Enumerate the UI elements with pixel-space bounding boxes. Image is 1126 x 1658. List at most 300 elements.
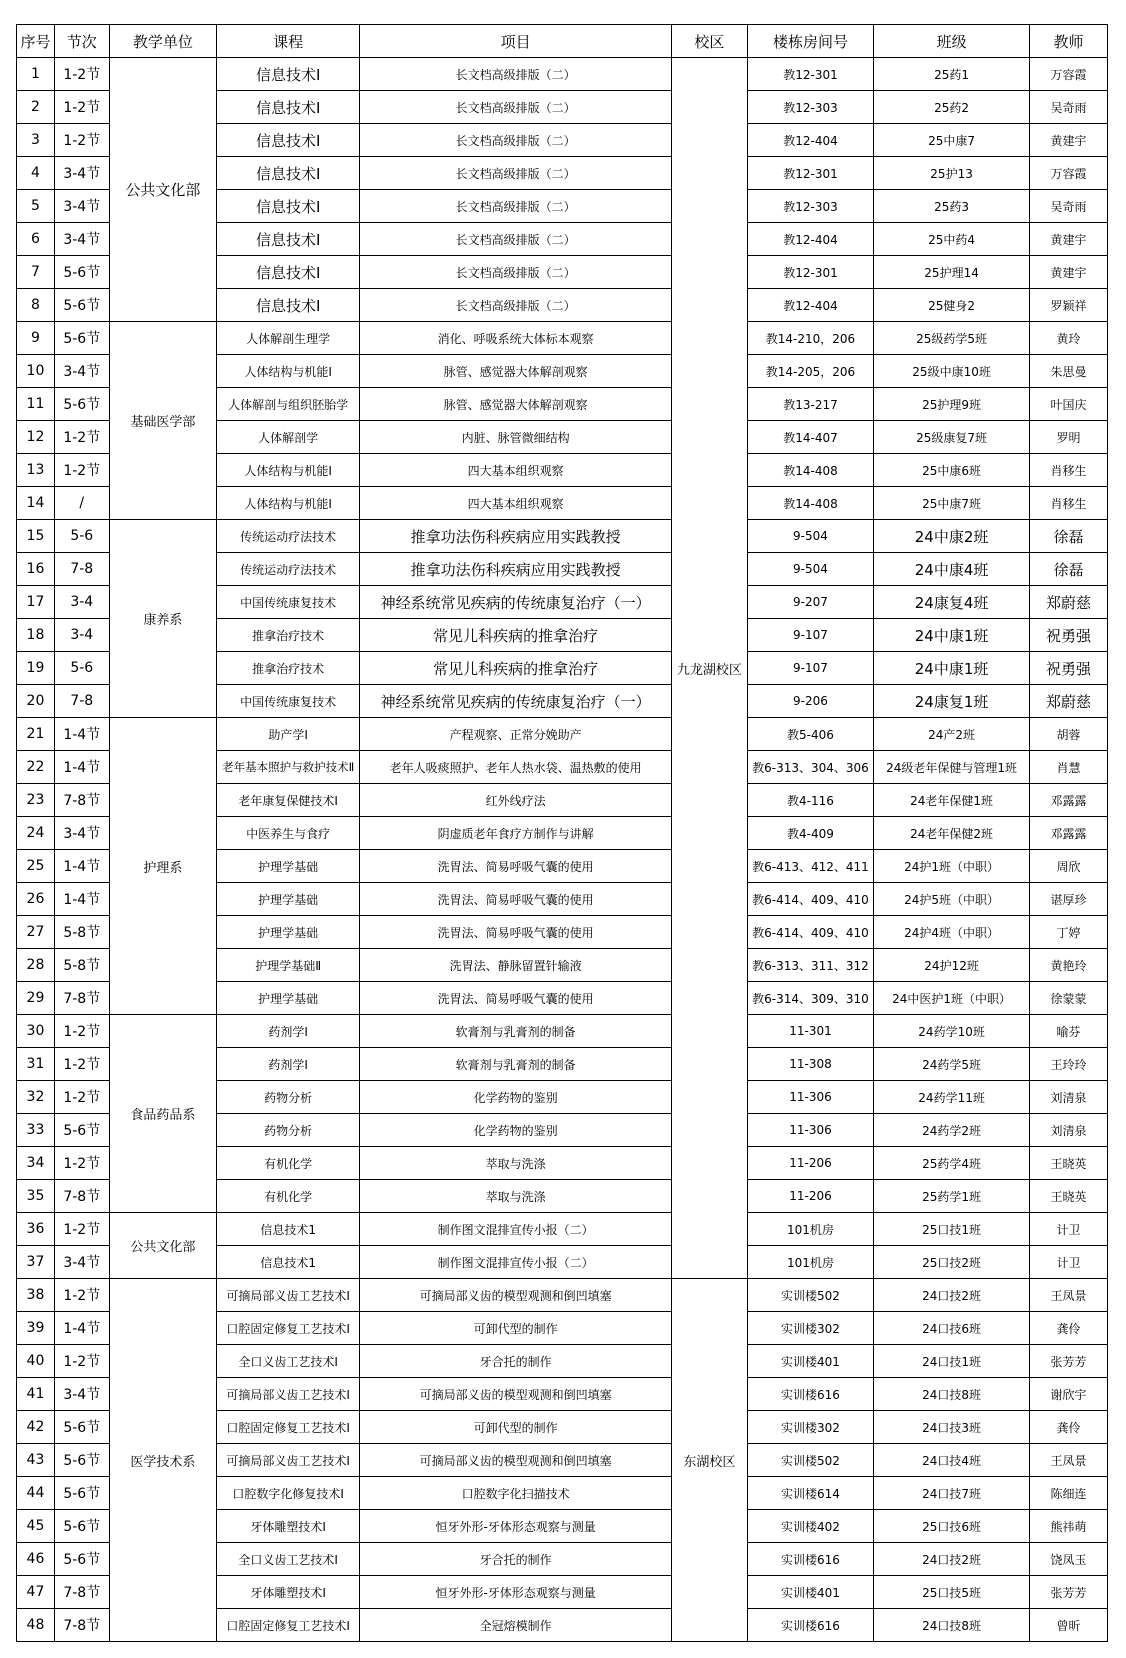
row-teacher: 郑蔚慈 <box>1030 685 1108 718</box>
row-course: 全口义齿工艺技术Ⅰ <box>217 1345 360 1378</box>
row-project: 老年人吸痰照护、老年人热水袋、温热敷的使用 <box>360 751 672 784</box>
row-room: 101机房 <box>747 1213 873 1246</box>
row-project: 全冠熔模制作 <box>360 1609 672 1642</box>
row-room: 教12-404 <box>747 223 873 256</box>
row-period: 1-4节 <box>54 751 109 784</box>
row-period: 3-4 <box>54 619 109 652</box>
row-period: 3-4节 <box>54 1246 109 1279</box>
row-course: 口腔固定修复工艺技术Ⅰ <box>217 1312 360 1345</box>
row-period: 1-2节 <box>54 1213 109 1246</box>
row-index: 8 <box>17 289 55 322</box>
row-course: 有机化学 <box>217 1180 360 1213</box>
row-class: 24护5班（中职） <box>874 883 1030 916</box>
row-course: 信息技术1 <box>217 1213 360 1246</box>
row-index: 13 <box>17 454 55 487</box>
row-class: 25口技2班 <box>874 1246 1030 1279</box>
row-room: 9-504 <box>747 553 873 586</box>
row-teacher: 张芳芳 <box>1030 1345 1108 1378</box>
row-course: 护理学基础 <box>217 850 360 883</box>
row-course: 老年基本照护与救护技术Ⅱ <box>217 751 360 784</box>
row-room: 教6-414、409、410 <box>747 883 873 916</box>
row-teacher: 万容霞 <box>1030 157 1108 190</box>
row-period: 1-4节 <box>54 1312 109 1345</box>
row-index: 47 <box>17 1576 55 1609</box>
row-room: 11-301 <box>747 1015 873 1048</box>
row-period: 5-6 <box>54 520 109 553</box>
table-row <box>17 718 1108 751</box>
row-teacher: 黄建宇 <box>1030 256 1108 289</box>
row-course: 牙体雕塑技术Ⅰ <box>217 1576 360 1609</box>
row-period: 1-2节 <box>54 1048 109 1081</box>
row-period: 1-4节 <box>54 883 109 916</box>
row-room: 教12-303 <box>747 190 873 223</box>
row-project: 神经系统常见疾病的传统康复治疗（一） <box>360 586 672 619</box>
row-teacher: 吴奇雨 <box>1030 91 1108 124</box>
row-index: 10 <box>17 355 55 388</box>
row-project: 口腔数字化扫描技术 <box>360 1477 672 1510</box>
row-index: 20 <box>17 685 55 718</box>
row-class: 25中药4 <box>874 223 1030 256</box>
row-room: 实训楼616 <box>747 1378 873 1411</box>
row-teacher: 朱思曼 <box>1030 355 1108 388</box>
row-project: 红外线疗法 <box>360 784 672 817</box>
department-cell: 护理系 <box>109 718 216 1015</box>
row-course: 有机化学 <box>217 1147 360 1180</box>
row-index: 26 <box>17 883 55 916</box>
row-course: 护理学基础 <box>217 883 360 916</box>
row-course: 信息技术Ⅰ <box>217 289 360 322</box>
row-room: 实训楼616 <box>747 1543 873 1576</box>
row-course: 信息技术Ⅰ <box>217 223 360 256</box>
row-index: 1 <box>17 58 55 91</box>
row-index: 21 <box>17 718 55 751</box>
row-project: 洗胃法、简易呼吸气囊的使用 <box>360 850 672 883</box>
row-teacher: 王晓英 <box>1030 1147 1108 1180</box>
row-course: 口腔固定修复工艺技术Ⅰ <box>217 1609 360 1642</box>
row-room: 9-504 <box>747 520 873 553</box>
row-period: 3-4节 <box>54 157 109 190</box>
row-index: 38 <box>17 1279 55 1312</box>
header-campus: 校区 <box>671 25 747 58</box>
row-room: 教12-404 <box>747 289 873 322</box>
row-period: 5-6节 <box>54 1510 109 1543</box>
row-index: 25 <box>17 850 55 883</box>
table-row <box>17 1279 1108 1312</box>
row-room: 教6-313、304、306 <box>747 751 873 784</box>
row-course: 药剂学Ⅰ <box>217 1015 360 1048</box>
row-class: 24产2班 <box>874 718 1030 751</box>
row-class: 24中康4班 <box>874 553 1030 586</box>
row-class: 24药学10班 <box>874 1015 1030 1048</box>
row-period: 3-4节 <box>54 190 109 223</box>
row-period: 7-8节 <box>54 1180 109 1213</box>
row-index: 23 <box>17 784 55 817</box>
row-period: 1-2节 <box>54 421 109 454</box>
row-class: 25药3 <box>874 190 1030 223</box>
header-room: 楼栋房间号 <box>747 25 873 58</box>
row-index: 5 <box>17 190 55 223</box>
row-project: 常见儿科疾病的推拿治疗 <box>360 619 672 652</box>
row-class: 24口技1班 <box>874 1345 1030 1378</box>
row-project: 脉管、感觉器大体解剖观察 <box>360 388 672 421</box>
row-room: 实训楼302 <box>747 1411 873 1444</box>
row-teacher: 计卫 <box>1030 1246 1108 1279</box>
row-class: 25级中康10班 <box>874 355 1030 388</box>
row-project: 常见儿科疾病的推拿治疗 <box>360 652 672 685</box>
row-course: 人体结构与机能Ⅰ <box>217 454 360 487</box>
row-period: 1-2节 <box>54 58 109 91</box>
row-period: 3-4节 <box>54 355 109 388</box>
row-course: 推拿治疗技术 <box>217 652 360 685</box>
row-teacher: 祝勇强 <box>1030 619 1108 652</box>
row-class: 24口技4班 <box>874 1444 1030 1477</box>
row-class: 24护12班 <box>874 949 1030 982</box>
row-period: 1-2节 <box>54 1345 109 1378</box>
row-project: 脉管、感觉器大体解剖观察 <box>360 355 672 388</box>
row-period: 5-8节 <box>54 949 109 982</box>
row-class: 25药学4班 <box>874 1147 1030 1180</box>
row-class: 24口技3班 <box>874 1411 1030 1444</box>
row-project: 四大基本组织观察 <box>360 487 672 520</box>
row-project: 推拿功法伤科疾病应用实践教授 <box>360 520 672 553</box>
row-index: 31 <box>17 1048 55 1081</box>
row-index: 28 <box>17 949 55 982</box>
row-teacher: 徐蒙蒙 <box>1030 982 1108 1015</box>
row-teacher: 谢欣宇 <box>1030 1378 1108 1411</box>
row-teacher: 祝勇强 <box>1030 652 1108 685</box>
table-row <box>17 58 1108 91</box>
row-period: 1-2节 <box>54 91 109 124</box>
row-teacher: 王晓英 <box>1030 1180 1108 1213</box>
row-course: 可摘局部义齿工艺技术Ⅰ <box>217 1279 360 1312</box>
row-project: 消化、呼吸系统大体标本观察 <box>360 322 672 355</box>
row-class: 25药2 <box>874 91 1030 124</box>
row-period: 7-8节 <box>54 1609 109 1642</box>
row-index: 41 <box>17 1378 55 1411</box>
row-course: 信息技术Ⅰ <box>217 157 360 190</box>
row-index: 35 <box>17 1180 55 1213</box>
row-index: 15 <box>17 520 55 553</box>
row-course: 药物分析 <box>217 1081 360 1114</box>
header-department: 教学单位 <box>109 25 216 58</box>
header-class: 班级 <box>874 25 1030 58</box>
row-period: 5-6 <box>54 652 109 685</box>
row-index: 16 <box>17 553 55 586</box>
row-project: 可摘局部义齿的模型观测和倒凹填塞 <box>360 1279 672 1312</box>
row-project: 可卸代型的制作 <box>360 1411 672 1444</box>
campus-cell: 东湖校区 <box>671 1279 747 1642</box>
row-period: 1-2节 <box>54 1081 109 1114</box>
row-teacher: 邓露露 <box>1030 817 1108 850</box>
row-period: 5-6节 <box>54 322 109 355</box>
row-class: 25中康6班 <box>874 454 1030 487</box>
row-course: 可摘局部义齿工艺技术Ⅰ <box>217 1444 360 1477</box>
row-teacher: 黄艳玲 <box>1030 949 1108 982</box>
row-project: 长文档高级排版（二） <box>360 58 672 91</box>
row-period: 5-6节 <box>54 1444 109 1477</box>
row-teacher: 徐磊 <box>1030 520 1108 553</box>
row-class: 24康复1班 <box>874 685 1030 718</box>
row-room: 教4-409 <box>747 817 873 850</box>
row-period: 3-4 <box>54 586 109 619</box>
row-course: 口腔固定修复工艺技术Ⅰ <box>217 1411 360 1444</box>
row-period: 7-8节 <box>54 1576 109 1609</box>
row-room: 教5-406 <box>747 718 873 751</box>
row-teacher: 龚伶 <box>1030 1411 1108 1444</box>
row-room: 教12-301 <box>747 58 873 91</box>
row-period: 1-2节 <box>54 454 109 487</box>
row-course: 信息技术Ⅰ <box>217 91 360 124</box>
row-course: 传统运动疗法技术 <box>217 553 360 586</box>
row-index: 14 <box>17 487 55 520</box>
row-room: 11-306 <box>747 1081 873 1114</box>
header-period: 节次 <box>54 25 109 58</box>
row-period: 1-2节 <box>54 124 109 157</box>
row-index: 33 <box>17 1114 55 1147</box>
row-course: 传统运动疗法技术 <box>217 520 360 553</box>
row-class: 24护1班（中职） <box>874 850 1030 883</box>
row-index: 27 <box>17 916 55 949</box>
row-teacher: 王凤景 <box>1030 1279 1108 1312</box>
row-index: 43 <box>17 1444 55 1477</box>
row-index: 34 <box>17 1147 55 1180</box>
row-class: 24中康1班 <box>874 619 1030 652</box>
row-index: 11 <box>17 388 55 421</box>
row-teacher: 周欣 <box>1030 850 1108 883</box>
row-index: 4 <box>17 157 55 190</box>
row-teacher: 王玲玲 <box>1030 1048 1108 1081</box>
row-index: 36 <box>17 1213 55 1246</box>
row-project: 长文档高级排版（二） <box>360 289 672 322</box>
row-room: 9-207 <box>747 586 873 619</box>
row-period: 5-6节 <box>54 1477 109 1510</box>
table-row <box>17 1213 1108 1246</box>
row-class: 24药学11班 <box>874 1081 1030 1114</box>
row-class: 24护4班（中职） <box>874 916 1030 949</box>
row-room: 教14-408 <box>747 454 873 487</box>
row-teacher: 邓露露 <box>1030 784 1108 817</box>
row-project: 长文档高级排版（二） <box>360 223 672 256</box>
row-period: 1-4节 <box>54 850 109 883</box>
row-class: 25护13 <box>874 157 1030 190</box>
row-room: 教14-408 <box>747 487 873 520</box>
row-period: 7-8 <box>54 685 109 718</box>
row-project: 神经系统常见疾病的传统康复治疗（一） <box>360 685 672 718</box>
row-course: 人体解剖学 <box>217 421 360 454</box>
row-room: 11-306 <box>747 1114 873 1147</box>
row-class: 24口技2班 <box>874 1279 1030 1312</box>
row-class: 24口技8班 <box>874 1609 1030 1642</box>
row-class: 25药学1班 <box>874 1180 1030 1213</box>
row-period: 5-6节 <box>54 1114 109 1147</box>
row-project: 软膏剂与乳膏剂的制备 <box>360 1048 672 1081</box>
row-class: 25口技1班 <box>874 1213 1030 1246</box>
row-index: 3 <box>17 124 55 157</box>
row-index: 37 <box>17 1246 55 1279</box>
row-teacher: 肖移生 <box>1030 487 1108 520</box>
row-class: 24口技7班 <box>874 1477 1030 1510</box>
row-project: 制作图文混排宣传小报（二） <box>360 1246 672 1279</box>
row-project: 产程观察、正常分娩助产 <box>360 718 672 751</box>
row-room: 实训楼302 <box>747 1312 873 1345</box>
row-period: 1-2节 <box>54 1147 109 1180</box>
row-project: 恒牙外形-牙体形态观察与测量 <box>360 1510 672 1543</box>
row-teacher: 计卫 <box>1030 1213 1108 1246</box>
row-period: 3-4节 <box>54 223 109 256</box>
row-teacher: 郑蔚慈 <box>1030 586 1108 619</box>
row-class: 25中康7班 <box>874 487 1030 520</box>
row-project: 可摘局部义齿的模型观测和倒凹填塞 <box>360 1444 672 1477</box>
row-project: 可卸代型的制作 <box>360 1312 672 1345</box>
row-period: / <box>54 487 109 520</box>
row-room: 实训楼502 <box>747 1444 873 1477</box>
row-index: 12 <box>17 421 55 454</box>
row-room: 101机房 <box>747 1246 873 1279</box>
row-teacher: 陈细连 <box>1030 1477 1108 1510</box>
row-project: 阴虚质老年食疗方制作与讲解 <box>360 817 672 850</box>
row-project: 化学药物的鉴别 <box>360 1081 672 1114</box>
row-period: 1-4节 <box>54 718 109 751</box>
row-class: 25药1 <box>874 58 1030 91</box>
table-row <box>17 1015 1108 1048</box>
row-project: 四大基本组织观察 <box>360 454 672 487</box>
row-course: 药物分析 <box>217 1114 360 1147</box>
row-teacher: 胡蓉 <box>1030 718 1108 751</box>
row-class: 24级老年保健与管理1班 <box>874 751 1030 784</box>
row-project: 内脏、脉管微细结构 <box>360 421 672 454</box>
row-room: 实训楼401 <box>747 1576 873 1609</box>
row-project: 长文档高级排版（二） <box>360 157 672 190</box>
row-course: 人体结构与机能Ⅰ <box>217 487 360 520</box>
row-index: 19 <box>17 652 55 685</box>
row-course: 人体解剖生理学 <box>217 322 360 355</box>
row-project: 制作图文混排宣传小报（二） <box>360 1213 672 1246</box>
row-course: 可摘局部义齿工艺技术Ⅰ <box>217 1378 360 1411</box>
row-room: 教13-217 <box>747 388 873 421</box>
row-teacher: 徐磊 <box>1030 553 1108 586</box>
row-room: 教12-301 <box>747 157 873 190</box>
row-teacher: 叶国庆 <box>1030 388 1108 421</box>
row-index: 29 <box>17 982 55 1015</box>
row-project: 软膏剂与乳膏剂的制备 <box>360 1015 672 1048</box>
row-project: 长文档高级排版（二） <box>360 124 672 157</box>
row-class: 24中医护1班（中职） <box>874 982 1030 1015</box>
row-index: 22 <box>17 751 55 784</box>
row-project: 化学药物的鉴别 <box>360 1114 672 1147</box>
row-course: 推拿治疗技术 <box>217 619 360 652</box>
row-room: 教12-303 <box>747 91 873 124</box>
row-index: 46 <box>17 1543 55 1576</box>
row-period: 5-8节 <box>54 916 109 949</box>
row-project: 牙合托的制作 <box>360 1345 672 1378</box>
row-teacher: 谌厚珍 <box>1030 883 1108 916</box>
row-index: 40 <box>17 1345 55 1378</box>
row-room: 教6-314、309、310 <box>747 982 873 1015</box>
row-class: 25护理14 <box>874 256 1030 289</box>
row-project: 萃取与洗涤 <box>360 1147 672 1180</box>
row-index: 2 <box>17 91 55 124</box>
row-project: 恒牙外形-牙体形态观察与测量 <box>360 1576 672 1609</box>
row-teacher: 熊祎萌 <box>1030 1510 1108 1543</box>
row-room: 9-206 <box>747 685 873 718</box>
row-project: 牙合托的制作 <box>360 1543 672 1576</box>
row-room: 11-206 <box>747 1180 873 1213</box>
row-course: 信息技术Ⅰ <box>217 190 360 223</box>
row-class: 25护理9班 <box>874 388 1030 421</box>
row-teacher: 刘清泉 <box>1030 1081 1108 1114</box>
row-class: 25级药学5班 <box>874 322 1030 355</box>
row-teacher: 王凤景 <box>1030 1444 1108 1477</box>
row-index: 39 <box>17 1312 55 1345</box>
row-course: 牙体雕塑技术Ⅰ <box>217 1510 360 1543</box>
row-class: 24康复4班 <box>874 586 1030 619</box>
row-course: 护理学基础 <box>217 916 360 949</box>
row-index: 42 <box>17 1411 55 1444</box>
row-period: 3-4节 <box>54 817 109 850</box>
header-idx: 序号 <box>17 25 55 58</box>
row-class: 24老年保健1班 <box>874 784 1030 817</box>
row-course: 口腔数字化修复技术Ⅰ <box>217 1477 360 1510</box>
row-project: 洗胃法、简易呼吸气囊的使用 <box>360 883 672 916</box>
row-period: 5-6节 <box>54 1543 109 1576</box>
schedule-body <box>17 58 1108 1642</box>
row-project: 洗胃法、简易呼吸气囊的使用 <box>360 982 672 1015</box>
row-teacher: 喻芬 <box>1030 1015 1108 1048</box>
row-teacher: 黄建宇 <box>1030 124 1108 157</box>
row-course: 信息技术Ⅰ <box>217 58 360 91</box>
row-teacher: 罗明 <box>1030 421 1108 454</box>
row-index: 32 <box>17 1081 55 1114</box>
header-row <box>17 25 1108 58</box>
row-class: 24中康2班 <box>874 520 1030 553</box>
row-class: 25健身2 <box>874 289 1030 322</box>
row-teacher: 龚伶 <box>1030 1312 1108 1345</box>
row-class: 24口技8班 <box>874 1378 1030 1411</box>
header-teacher: 教师 <box>1030 25 1108 58</box>
row-room: 11-206 <box>747 1147 873 1180</box>
row-room: 教12-404 <box>747 124 873 157</box>
row-course: 中国传统康复技术 <box>217 685 360 718</box>
row-period: 5-6节 <box>54 1411 109 1444</box>
row-project: 萃取与洗涤 <box>360 1180 672 1213</box>
department-cell: 公共文化部 <box>109 1213 216 1279</box>
row-project: 长文档高级排版（二） <box>360 91 672 124</box>
department-cell: 食品药品系 <box>109 1015 216 1213</box>
schedule-table <box>16 24 1108 1642</box>
row-project: 洗胃法、简易呼吸气囊的使用 <box>360 916 672 949</box>
row-course: 中医养生与食疗 <box>217 817 360 850</box>
row-index: 7 <box>17 256 55 289</box>
row-room: 实训楼616 <box>747 1609 873 1642</box>
row-teacher: 饶凤玉 <box>1030 1543 1108 1576</box>
row-room: 教6-313、311、312 <box>747 949 873 982</box>
row-teacher: 黄建宇 <box>1030 223 1108 256</box>
row-index: 44 <box>17 1477 55 1510</box>
row-class: 25口技5班 <box>874 1576 1030 1609</box>
row-course: 药剂学Ⅰ <box>217 1048 360 1081</box>
row-course: 人体结构与机能Ⅰ <box>217 355 360 388</box>
row-period: 3-4节 <box>54 1378 109 1411</box>
row-class: 24中康1班 <box>874 652 1030 685</box>
row-room: 教12-301 <box>747 256 873 289</box>
row-period: 5-6节 <box>54 289 109 322</box>
row-course: 信息技术Ⅰ <box>217 256 360 289</box>
row-teacher: 曾昕 <box>1030 1609 1108 1642</box>
row-teacher: 肖慧 <box>1030 751 1108 784</box>
row-index: 17 <box>17 586 55 619</box>
row-period: 5-6节 <box>54 256 109 289</box>
row-course: 信息技术1 <box>217 1246 360 1279</box>
